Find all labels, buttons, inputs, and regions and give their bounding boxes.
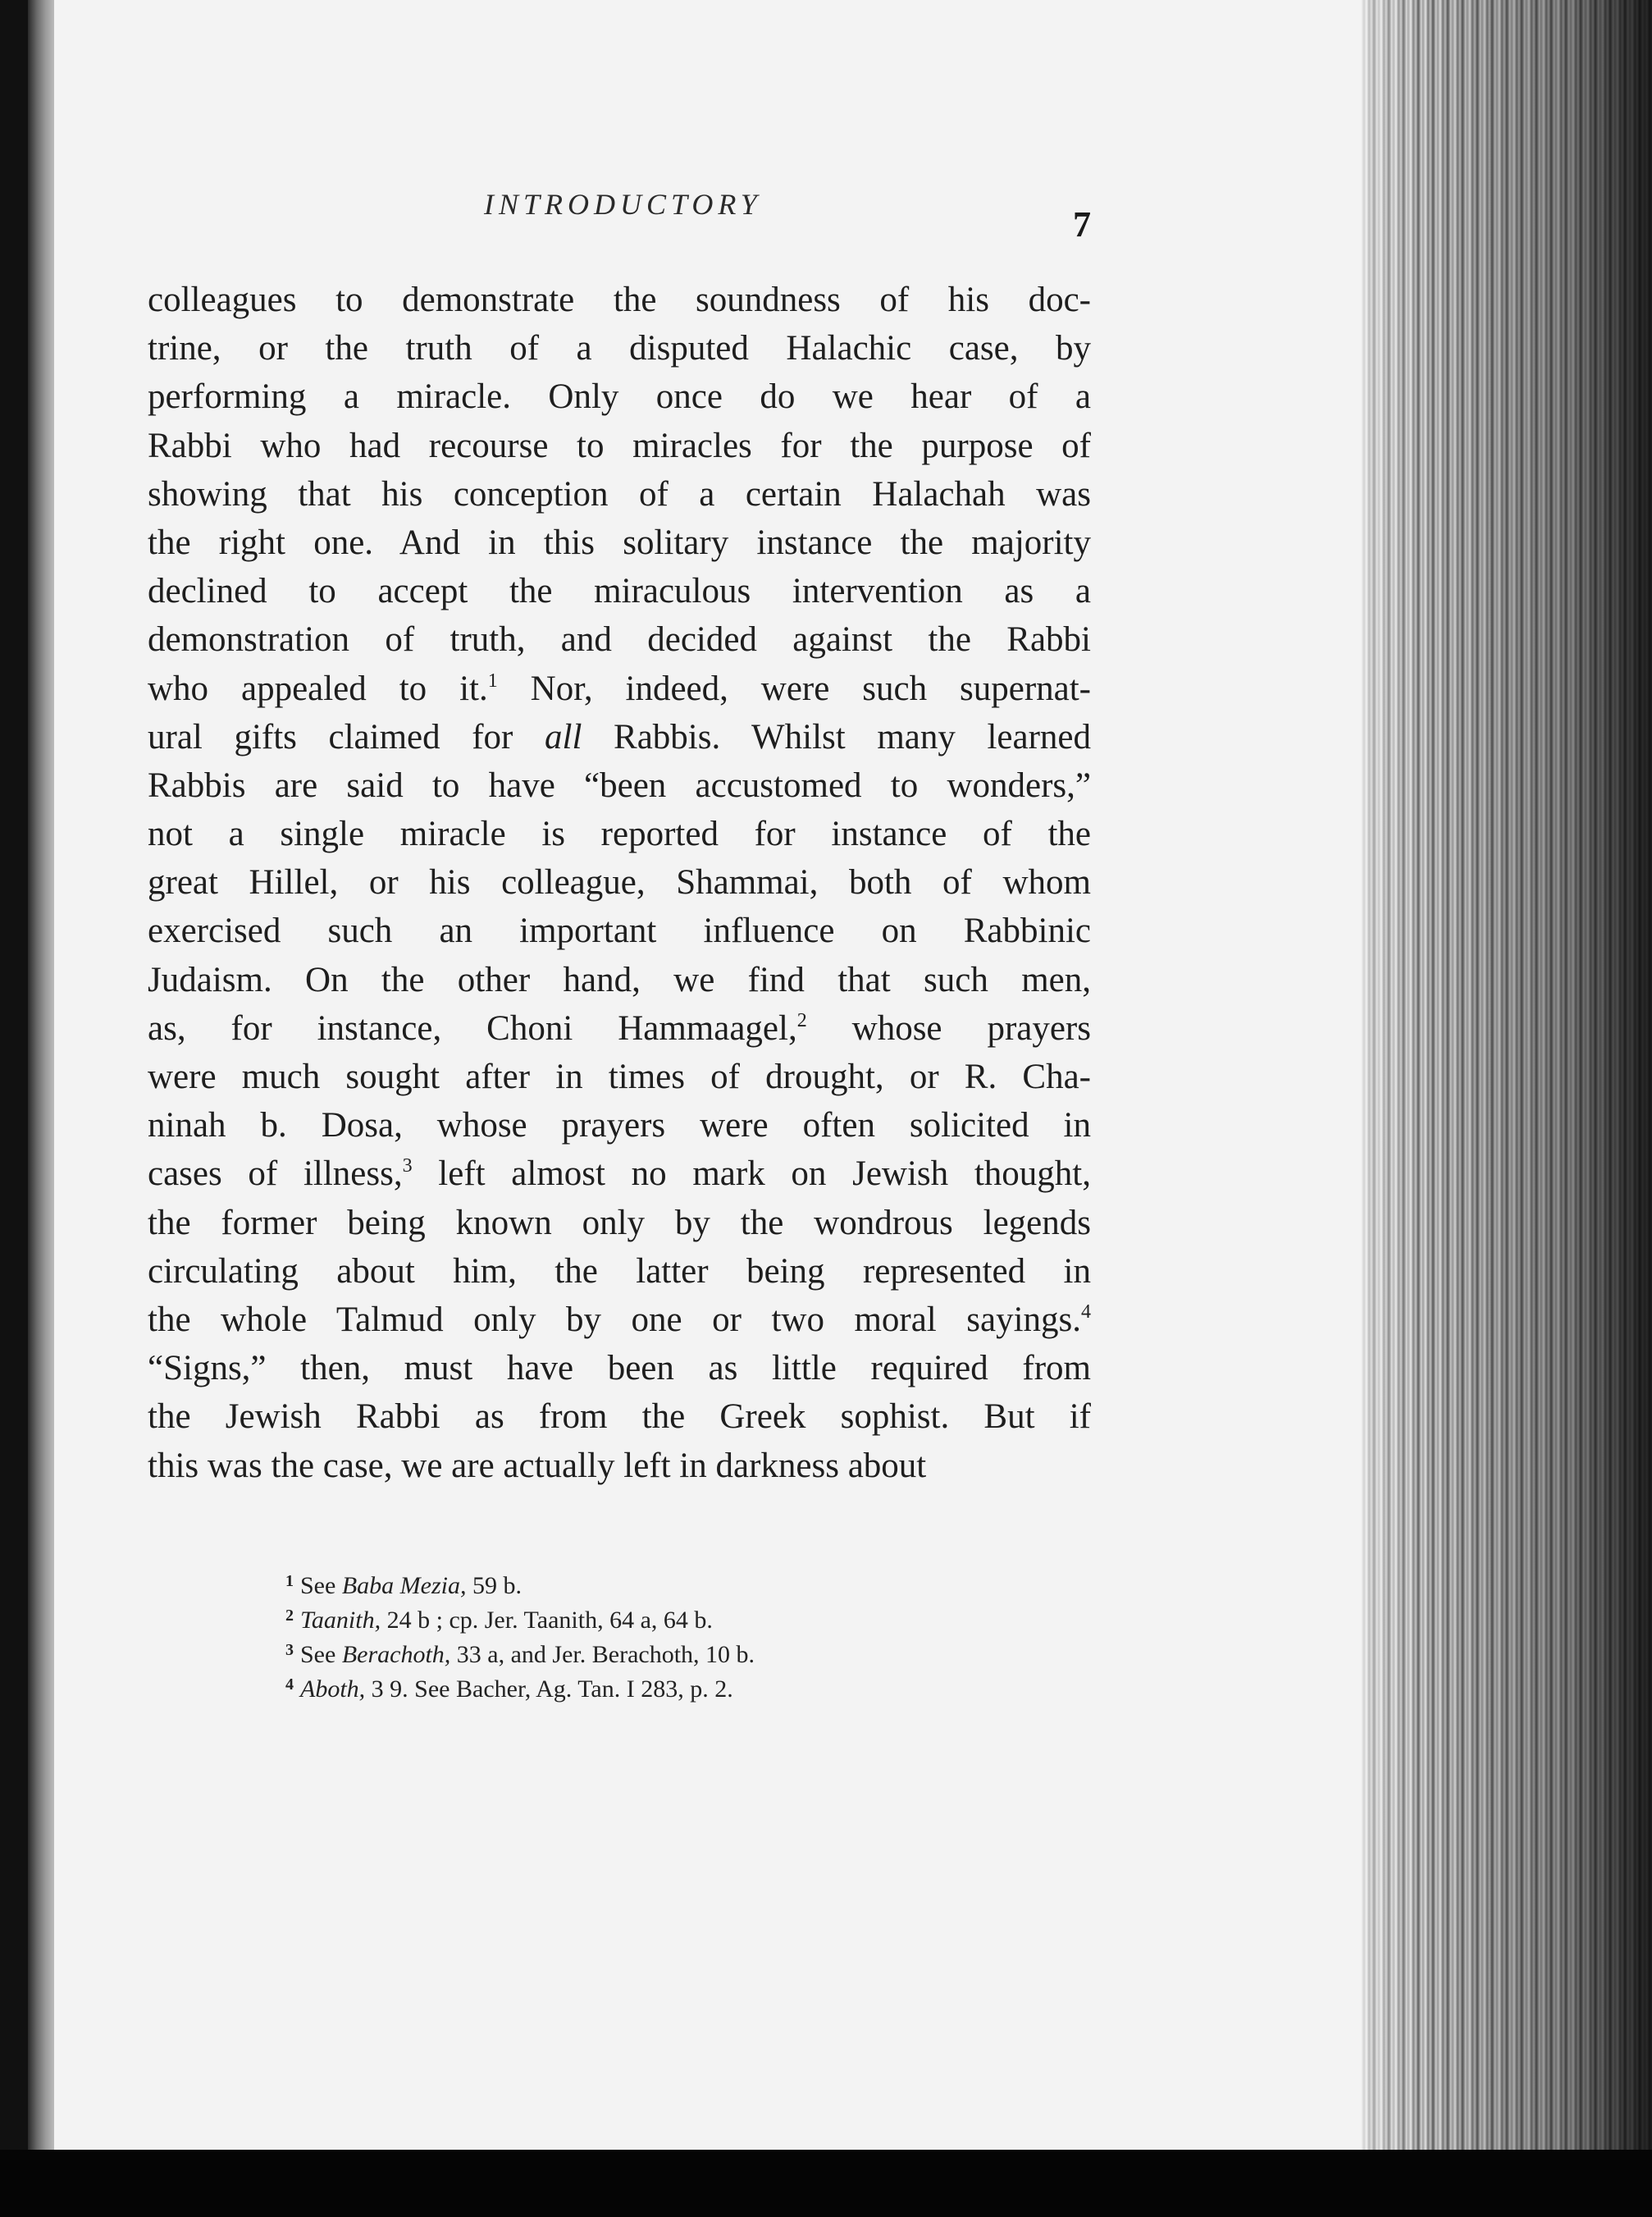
footnote-ref: 2	[796, 1009, 807, 1031]
text-line: “Signs,” then, must have been as little required from	[148, 1349, 1091, 1388]
text-line: as, for instance, Choni Hammaagel,$^2$ whose prayers	[148, 1008, 1091, 1048]
footnotes	[285, 1564, 942, 1702]
text-line: the right one. And in this solitary instance the majority	[148, 523, 1091, 562]
text-line: declined to accept the miraculous intervention as a	[148, 572, 1091, 611]
text-line: Rabbi who had recourse to miracles for the purpose of	[148, 426, 1091, 465]
text-line: Rabbis are said to have “been accustomed to wonders,”	[148, 766, 1091, 805]
text-line: not a single miracle is reported for instance of the	[148, 815, 1091, 854]
text-line: trine, or the truth of a disputed Halachic case, by	[148, 329, 1091, 368]
text-line: the former being known only by the wondrous legends	[148, 1203, 1091, 1242]
text-line: cases of illness,$^3$ left almost no mark on Jewish thought,	[148, 1154, 1091, 1194]
book-spine-shadow	[28, 0, 57, 2217]
text-line: performing a miracle. Only once do we hear of a	[148, 377, 1091, 417]
text-line: ural gifts claimed for all Rabbis. Whilst many learned	[148, 717, 1091, 757]
footnote-ref: 1	[487, 670, 498, 692]
page-number: 7	[1073, 204, 1091, 245]
scan-border-bottom	[0, 2150, 1652, 2217]
text-line: great Hillel, or his colleague, Shammai, both of whom	[148, 863, 1091, 903]
body-text	[148, 276, 1091, 1490]
text-line: were much sought after in times of drought, or R. Cha-	[148, 1058, 1091, 1096]
text-line: demonstration of truth, and decided against the Rabbi	[148, 620, 1091, 660]
footnote: $^2$ Taanith, 24 b ; cp. Jer. Taanith, 64 a, 64 b.	[285, 1607, 713, 1634]
text-line: this was the case, we are actually left in darkness about	[148, 1446, 927, 1485]
text-line: ninah b. Dosa, whose prayers were often solicited in	[148, 1106, 1091, 1145]
text-line: circulating about him, the latter being represented in	[148, 1251, 1091, 1291]
text-line: who appealed to it.$^1$ Nor, indeed, were such supernat-	[148, 669, 1092, 708]
italic-emphasis: all	[545, 717, 582, 757]
footnote-ref: 4	[1081, 1300, 1091, 1323]
text-line: showing that his conception of a certain Halachah was	[148, 474, 1091, 514]
footnote: $^1$ See Baba Mezia, 59 b.	[285, 1572, 522, 1599]
footnote-ref: 3	[402, 1155, 413, 1177]
text-line: colleagues to demonstrate the soundness of his doc-	[148, 281, 1091, 319]
footnote: $^4$ Aboth, 3 9. See Bacher, Ag. Tan. I 283, p. 2.	[285, 1675, 733, 1703]
text-line: Judaism. On the other hand, we find that such men,	[148, 960, 1091, 999]
text-line: the Jewish Rabbi as from the Greek sophist. But if	[148, 1397, 1091, 1437]
text-line: exercised such an important influence on Rabbinic	[148, 912, 1091, 951]
footnote: $^3$ See Berachoth, 33 a, and Jer. Berachoth, 10 b.	[285, 1641, 755, 1668]
running-head: INTRODUCTORY	[484, 188, 762, 221]
page-stack-shadow	[1362, 0, 1652, 2217]
text-line: the whole Talmud only by one or two moral sayings.$^4$	[148, 1300, 1091, 1339]
